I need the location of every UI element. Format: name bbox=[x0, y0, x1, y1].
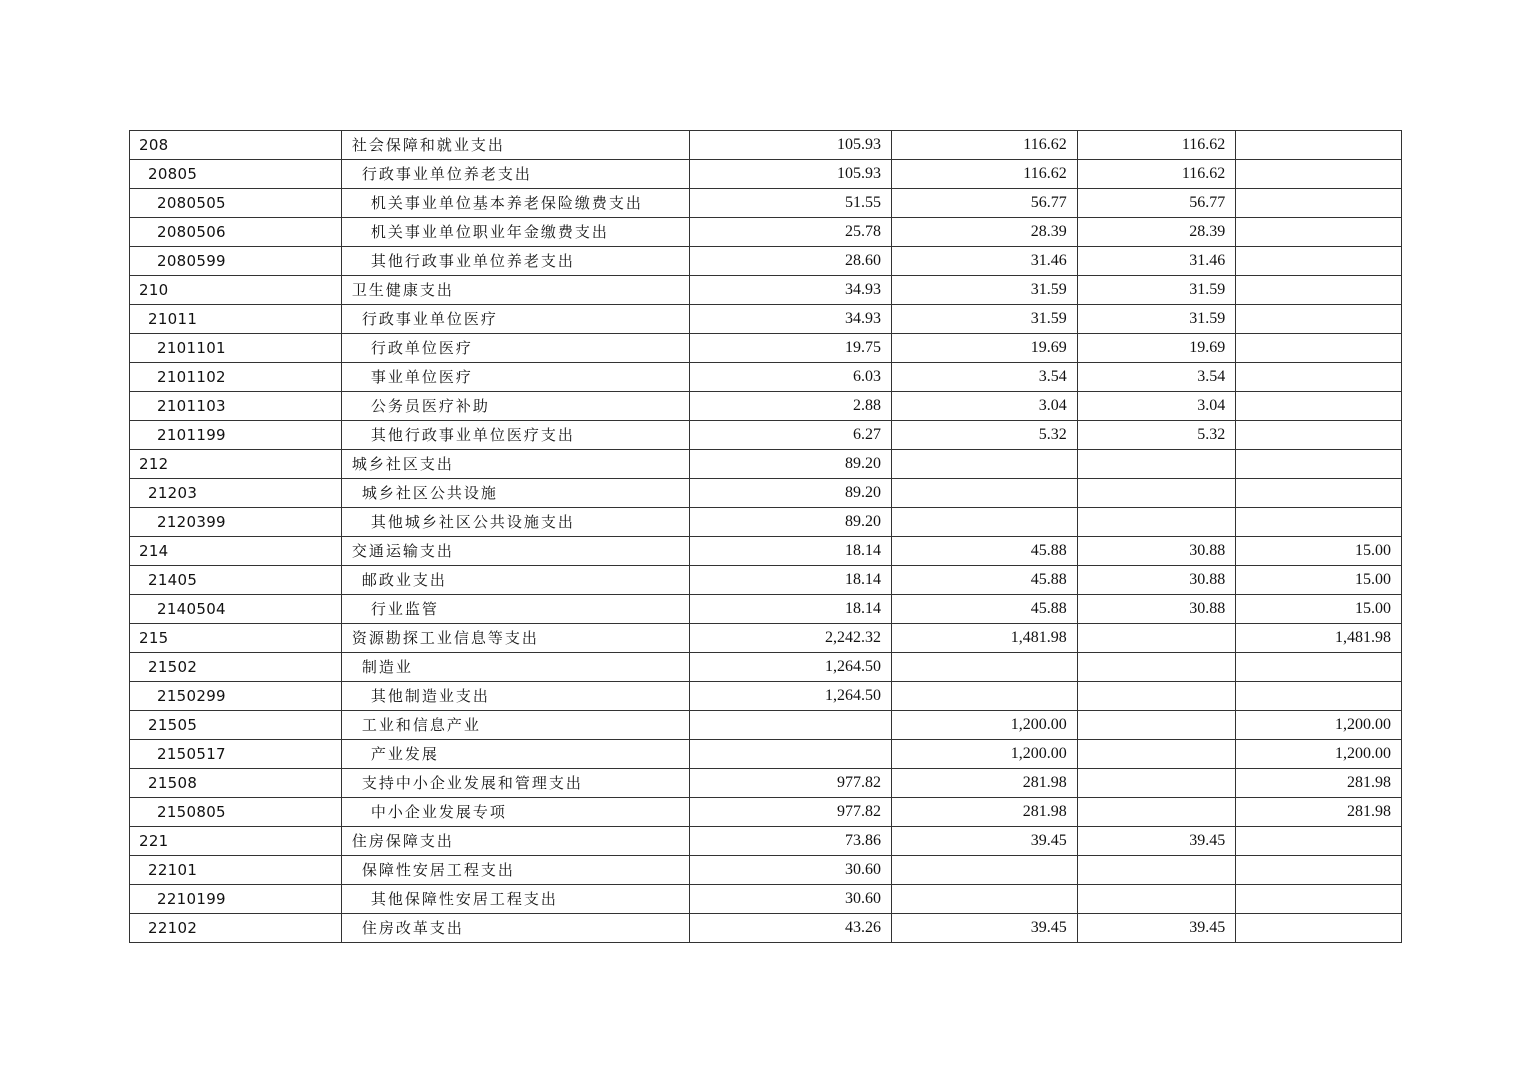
table-row bbox=[130, 885, 1402, 914]
row-value-3 bbox=[1077, 885, 1236, 914]
row-code: 2150299 bbox=[130, 682, 342, 711]
row-value-1: 19.75 bbox=[690, 334, 892, 363]
row-value-4 bbox=[1236, 682, 1402, 711]
row-code: 214 bbox=[130, 537, 342, 566]
row-value-4 bbox=[1236, 160, 1402, 189]
table-row bbox=[130, 305, 1402, 334]
table-row bbox=[130, 508, 1402, 537]
row-code: 21011 bbox=[130, 305, 342, 334]
row-value-4 bbox=[1236, 508, 1402, 537]
row-value-2 bbox=[891, 856, 1077, 885]
row-value-1: 51.55 bbox=[690, 189, 892, 218]
row-value-2: 45.88 bbox=[891, 537, 1077, 566]
row-value-2: 5.32 bbox=[891, 421, 1077, 450]
row-value-1: 30.60 bbox=[690, 885, 892, 914]
row-value-1: 977.82 bbox=[690, 798, 892, 827]
table-row bbox=[130, 276, 1402, 305]
row-value-3 bbox=[1077, 450, 1236, 479]
row-code: 2101103 bbox=[130, 392, 342, 421]
table-row bbox=[130, 856, 1402, 885]
row-code: 2140504 bbox=[130, 595, 342, 624]
table-row bbox=[130, 566, 1402, 595]
row-value-4 bbox=[1236, 450, 1402, 479]
row-item-name: 资源勘探工业信息等支出 bbox=[341, 624, 689, 653]
row-value-3: 30.88 bbox=[1077, 566, 1236, 595]
row-value-2 bbox=[891, 450, 1077, 479]
row-value-3 bbox=[1077, 798, 1236, 827]
row-value-4 bbox=[1236, 653, 1402, 682]
table-row bbox=[130, 363, 1402, 392]
row-item-name: 其他行政事业单位养老支出 bbox=[341, 247, 689, 276]
table-row bbox=[130, 711, 1402, 740]
row-value-4: 15.00 bbox=[1236, 595, 1402, 624]
row-value-2 bbox=[891, 479, 1077, 508]
row-item-name: 城乡社区支出 bbox=[341, 450, 689, 479]
row-value-1: 73.86 bbox=[690, 827, 892, 856]
row-value-1: 105.93 bbox=[690, 131, 892, 160]
row-code: 221 bbox=[130, 827, 342, 856]
row-item-name: 住房保障支出 bbox=[341, 827, 689, 856]
row-value-2: 1,481.98 bbox=[891, 624, 1077, 653]
row-code: 210 bbox=[130, 276, 342, 305]
row-code: 2101199 bbox=[130, 421, 342, 450]
row-value-4 bbox=[1236, 885, 1402, 914]
table-row bbox=[130, 653, 1402, 682]
row-item-name: 机关事业单位职业年金缴费支出 bbox=[341, 218, 689, 247]
row-value-3 bbox=[1077, 479, 1236, 508]
row-value-4: 15.00 bbox=[1236, 537, 1402, 566]
row-value-3 bbox=[1077, 740, 1236, 769]
table-row bbox=[130, 392, 1402, 421]
row-item-name: 其他制造业支出 bbox=[341, 682, 689, 711]
row-value-4 bbox=[1236, 305, 1402, 334]
row-value-2: 45.88 bbox=[891, 595, 1077, 624]
row-value-2: 3.04 bbox=[891, 392, 1077, 421]
row-code: 21505 bbox=[130, 711, 342, 740]
row-value-3: 19.69 bbox=[1077, 334, 1236, 363]
row-item-name: 社会保障和就业支出 bbox=[341, 131, 689, 160]
row-value-3 bbox=[1077, 508, 1236, 537]
table-row bbox=[130, 189, 1402, 218]
table-row bbox=[130, 914, 1402, 943]
row-code: 2080505 bbox=[130, 189, 342, 218]
row-item-name: 卫生健康支出 bbox=[341, 276, 689, 305]
row-item-name: 其他城乡社区公共设施支出 bbox=[341, 508, 689, 537]
row-value-2: 56.77 bbox=[891, 189, 1077, 218]
table-row bbox=[130, 218, 1402, 247]
row-code: 21203 bbox=[130, 479, 342, 508]
row-value-3: 28.39 bbox=[1077, 218, 1236, 247]
row-value-1: 977.82 bbox=[690, 769, 892, 798]
row-code: 21502 bbox=[130, 653, 342, 682]
table-row bbox=[130, 740, 1402, 769]
row-code: 2120399 bbox=[130, 508, 342, 537]
row-value-4 bbox=[1236, 421, 1402, 450]
row-value-3: 3.54 bbox=[1077, 363, 1236, 392]
row-item-name: 公务员医疗补助 bbox=[341, 392, 689, 421]
row-value-1: 28.60 bbox=[690, 247, 892, 276]
row-value-4: 1,200.00 bbox=[1236, 740, 1402, 769]
row-item-name: 住房改革支出 bbox=[341, 914, 689, 943]
row-code: 2101102 bbox=[130, 363, 342, 392]
table-row bbox=[130, 247, 1402, 276]
row-value-3: 30.88 bbox=[1077, 537, 1236, 566]
row-value-4 bbox=[1236, 914, 1402, 943]
row-value-1: 18.14 bbox=[690, 537, 892, 566]
row-value-1: 25.78 bbox=[690, 218, 892, 247]
row-value-3: 3.04 bbox=[1077, 392, 1236, 421]
table-row bbox=[130, 769, 1402, 798]
row-value-2: 116.62 bbox=[891, 131, 1077, 160]
row-item-name: 其他行政事业单位医疗支出 bbox=[341, 421, 689, 450]
row-value-4: 1,200.00 bbox=[1236, 711, 1402, 740]
row-value-1: 18.14 bbox=[690, 566, 892, 595]
row-code: 2080599 bbox=[130, 247, 342, 276]
row-value-3: 5.32 bbox=[1077, 421, 1236, 450]
row-item-name: 产业发展 bbox=[341, 740, 689, 769]
row-value-4: 281.98 bbox=[1236, 769, 1402, 798]
row-value-2 bbox=[891, 682, 1077, 711]
row-item-name: 城乡社区公共设施 bbox=[341, 479, 689, 508]
row-value-1: 1,264.50 bbox=[690, 682, 892, 711]
table-row bbox=[130, 798, 1402, 827]
row-value-2: 281.98 bbox=[891, 769, 1077, 798]
row-code: 2080506 bbox=[130, 218, 342, 247]
row-value-1: 18.14 bbox=[690, 595, 892, 624]
row-value-2: 281.98 bbox=[891, 798, 1077, 827]
row-value-4: 281.98 bbox=[1236, 798, 1402, 827]
row-value-3 bbox=[1077, 682, 1236, 711]
row-value-2 bbox=[891, 508, 1077, 537]
row-value-3: 116.62 bbox=[1077, 131, 1236, 160]
row-item-name: 中小企业发展专项 bbox=[341, 798, 689, 827]
row-value-2: 28.39 bbox=[891, 218, 1077, 247]
row-value-3: 31.59 bbox=[1077, 276, 1236, 305]
row-item-name: 工业和信息产业 bbox=[341, 711, 689, 740]
row-value-3: 56.77 bbox=[1077, 189, 1236, 218]
table-row bbox=[130, 682, 1402, 711]
row-value-1: 89.20 bbox=[690, 479, 892, 508]
row-code: 2150805 bbox=[130, 798, 342, 827]
row-value-3: 31.46 bbox=[1077, 247, 1236, 276]
row-value-4 bbox=[1236, 131, 1402, 160]
row-code: 215 bbox=[130, 624, 342, 653]
row-code: 208 bbox=[130, 131, 342, 160]
row-value-3: 31.59 bbox=[1077, 305, 1236, 334]
row-value-1: 89.20 bbox=[690, 508, 892, 537]
row-value-1: 1,264.50 bbox=[690, 653, 892, 682]
row-value-4 bbox=[1236, 856, 1402, 885]
table-row bbox=[130, 421, 1402, 450]
row-value-4 bbox=[1236, 827, 1402, 856]
row-value-2: 3.54 bbox=[891, 363, 1077, 392]
row-value-4 bbox=[1236, 479, 1402, 508]
row-value-4 bbox=[1236, 392, 1402, 421]
row-code: 2101101 bbox=[130, 334, 342, 363]
row-value-1: 2,242.32 bbox=[690, 624, 892, 653]
row-item-name: 其他保障性安居工程支出 bbox=[341, 885, 689, 914]
row-item-name: 机关事业单位基本养老保险缴费支出 bbox=[341, 189, 689, 218]
table-row bbox=[130, 131, 1402, 160]
row-value-3 bbox=[1077, 624, 1236, 653]
row-value-1 bbox=[690, 740, 892, 769]
table-row bbox=[130, 827, 1402, 856]
row-value-4 bbox=[1236, 247, 1402, 276]
row-item-name: 邮政业支出 bbox=[341, 566, 689, 595]
table-row bbox=[130, 624, 1402, 653]
row-value-3: 39.45 bbox=[1077, 827, 1236, 856]
row-item-name: 保障性安居工程支出 bbox=[341, 856, 689, 885]
row-value-1: 89.20 bbox=[690, 450, 892, 479]
row-item-name: 支持中小企业发展和管理支出 bbox=[341, 769, 689, 798]
row-value-1: 105.93 bbox=[690, 160, 892, 189]
row-value-4 bbox=[1236, 276, 1402, 305]
row-value-2: 39.45 bbox=[891, 827, 1077, 856]
row-value-2: 39.45 bbox=[891, 914, 1077, 943]
row-value-2: 31.46 bbox=[891, 247, 1077, 276]
row-value-1: 6.03 bbox=[690, 363, 892, 392]
row-item-name: 行政单位医疗 bbox=[341, 334, 689, 363]
row-value-4 bbox=[1236, 363, 1402, 392]
row-item-name: 行政事业单位医疗 bbox=[341, 305, 689, 334]
row-value-4: 1,481.98 bbox=[1236, 624, 1402, 653]
row-value-2 bbox=[891, 885, 1077, 914]
row-item-name: 制造业 bbox=[341, 653, 689, 682]
row-value-3: 30.88 bbox=[1077, 595, 1236, 624]
row-value-1 bbox=[690, 711, 892, 740]
row-value-3 bbox=[1077, 653, 1236, 682]
table-row bbox=[130, 595, 1402, 624]
row-code: 21405 bbox=[130, 566, 342, 595]
table-row bbox=[130, 537, 1402, 566]
row-value-4: 15.00 bbox=[1236, 566, 1402, 595]
row-code: 21508 bbox=[130, 769, 342, 798]
row-value-2 bbox=[891, 653, 1077, 682]
row-code: 22102 bbox=[130, 914, 342, 943]
row-value-2: 1,200.00 bbox=[891, 711, 1077, 740]
row-code: 212 bbox=[130, 450, 342, 479]
row-value-3: 116.62 bbox=[1077, 160, 1236, 189]
table-row bbox=[130, 479, 1402, 508]
row-value-4 bbox=[1236, 218, 1402, 247]
table-body bbox=[130, 131, 1402, 943]
row-code: 20805 bbox=[130, 160, 342, 189]
row-value-1: 6.27 bbox=[690, 421, 892, 450]
row-code: 2210199 bbox=[130, 885, 342, 914]
row-value-2: 31.59 bbox=[891, 276, 1077, 305]
row-item-name: 事业单位医疗 bbox=[341, 363, 689, 392]
row-value-4 bbox=[1236, 334, 1402, 363]
row-value-3 bbox=[1077, 711, 1236, 740]
row-code: 2150517 bbox=[130, 740, 342, 769]
table-row bbox=[130, 160, 1402, 189]
row-value-3 bbox=[1077, 769, 1236, 798]
row-value-2: 116.62 bbox=[891, 160, 1077, 189]
budget-expenditure-table bbox=[129, 130, 1402, 943]
row-value-2: 45.88 bbox=[891, 566, 1077, 595]
row-value-2: 31.59 bbox=[891, 305, 1077, 334]
row-item-name: 交通运输支出 bbox=[341, 537, 689, 566]
row-item-name: 行业监管 bbox=[341, 595, 689, 624]
row-value-1: 34.93 bbox=[690, 276, 892, 305]
row-value-1: 34.93 bbox=[690, 305, 892, 334]
row-value-2: 19.69 bbox=[891, 334, 1077, 363]
row-value-3 bbox=[1077, 856, 1236, 885]
row-item-name: 行政事业单位养老支出 bbox=[341, 160, 689, 189]
row-value-4 bbox=[1236, 189, 1402, 218]
row-value-1: 30.60 bbox=[690, 856, 892, 885]
row-value-1: 2.88 bbox=[690, 392, 892, 421]
row-code: 22101 bbox=[130, 856, 342, 885]
row-value-3: 39.45 bbox=[1077, 914, 1236, 943]
table-row bbox=[130, 334, 1402, 363]
table-row bbox=[130, 450, 1402, 479]
row-value-1: 43.26 bbox=[690, 914, 892, 943]
row-value-2: 1,200.00 bbox=[891, 740, 1077, 769]
